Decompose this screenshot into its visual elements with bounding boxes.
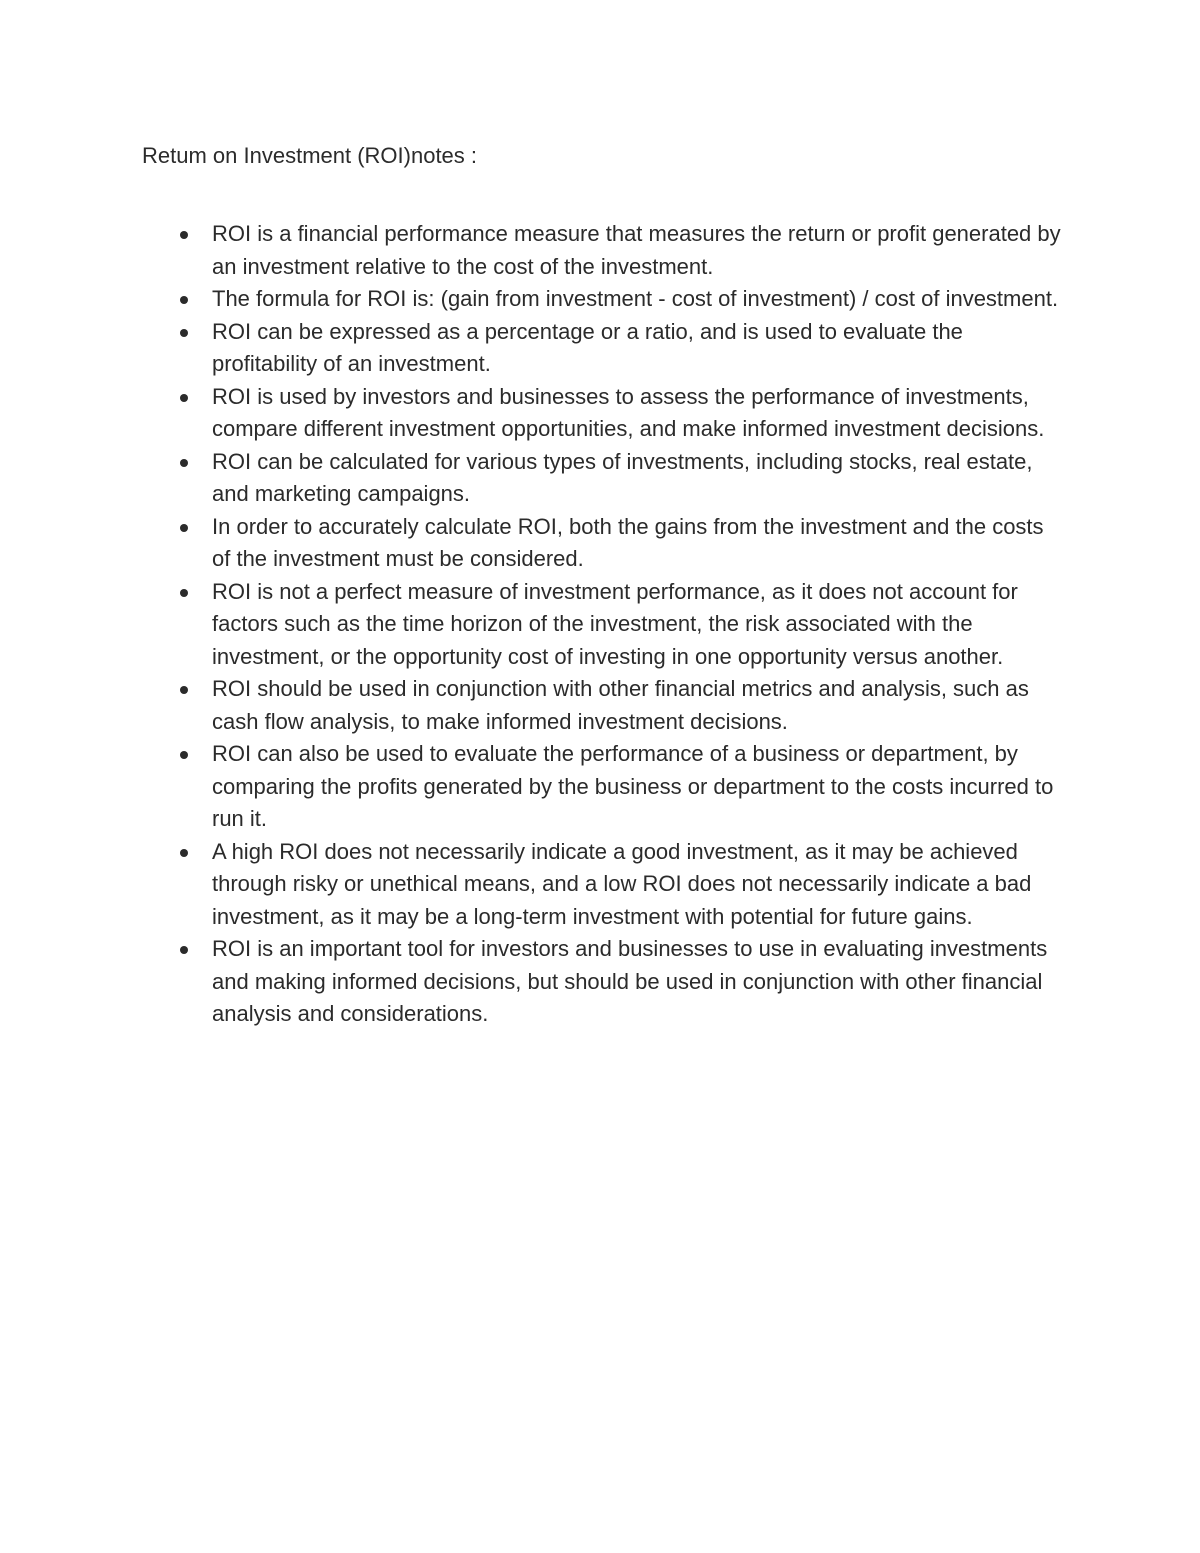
bullet-icon <box>180 459 188 467</box>
bullet-icon <box>180 231 188 239</box>
bullet-icon <box>180 686 188 694</box>
bullet-icon <box>180 751 188 759</box>
list-item-text: ROI can be calculated for various types of investments, including stocks, real estate, and marketing campaigns. <box>212 448 1033 506</box>
notes-list <box>212 218 1062 1031</box>
list-item <box>212 283 1062 316</box>
list-item <box>212 836 1062 934</box>
bullet-icon <box>180 589 188 597</box>
list-item-text: ROI is not a perfect measure of investment performance, as it does not account for factors such as the time horizon of the investment, the risk associated with the investment, or the opportunity cost of investing in one opportunity versus another. <box>212 578 1018 669</box>
bullet-icon <box>180 524 188 532</box>
bullet-icon <box>180 946 188 954</box>
list-item <box>212 316 1062 381</box>
list-item-text: ROI is a financial performance measure that measures the return or profit generated by an investment relative to the cost of the investment. <box>212 221 1061 279</box>
list-item <box>212 933 1062 1031</box>
list-item <box>212 381 1062 446</box>
list-item-text: ROI can be expressed as a percentage or a ratio, and is used to evaluate the profitability of an investment. <box>212 318 963 376</box>
bullet-icon <box>180 394 188 402</box>
list-item <box>212 576 1062 674</box>
list-item-text: ROI can also be used to evaluate the performance of a business or department, by comparing the profits generated by the business or department to the costs incurred to run it. <box>212 741 1054 831</box>
list-item-text: A high ROI does not necessarily indicate a good investment, as it may be achieved through risky or unethical means, and a low ROI does not necessarily indicate a bad investment, as it may be a long-term investment with potential for future gains. <box>212 838 1032 929</box>
bullet-icon <box>180 296 188 304</box>
list-item <box>212 673 1062 738</box>
list-item-text: ROI is used by investors and businesses to assess the performance of investments, compare different investment opportunities, and make informed investment decisions. <box>212 383 1045 441</box>
list-item <box>212 446 1062 511</box>
document-title: Retum on Investment (ROI)notes : <box>142 143 478 168</box>
list-item <box>212 511 1062 576</box>
list-item-text: ROI is an important tool for investors and businesses to use in evaluating investments and making informed decisions, but should be used in conjunction with other financial analysis and considerations. <box>212 936 1048 1026</box>
list-item-text: In order to accurately calculate ROI, both the gains from the investment and the costs of the investment must be considered. <box>212 513 1044 571</box>
list-item-text: ROI should be used in conjunction with other financial metrics and analysis, such as cash flow analysis, to make informed investment decisions. <box>212 676 1029 734</box>
list-item-text: The formula for ROI is: (gain from investment - cost of investment) / cost of investment. <box>212 286 1059 311</box>
bullet-icon <box>180 329 188 337</box>
list-item <box>212 738 1062 836</box>
list-item <box>212 218 1062 283</box>
bullet-icon <box>180 849 188 857</box>
